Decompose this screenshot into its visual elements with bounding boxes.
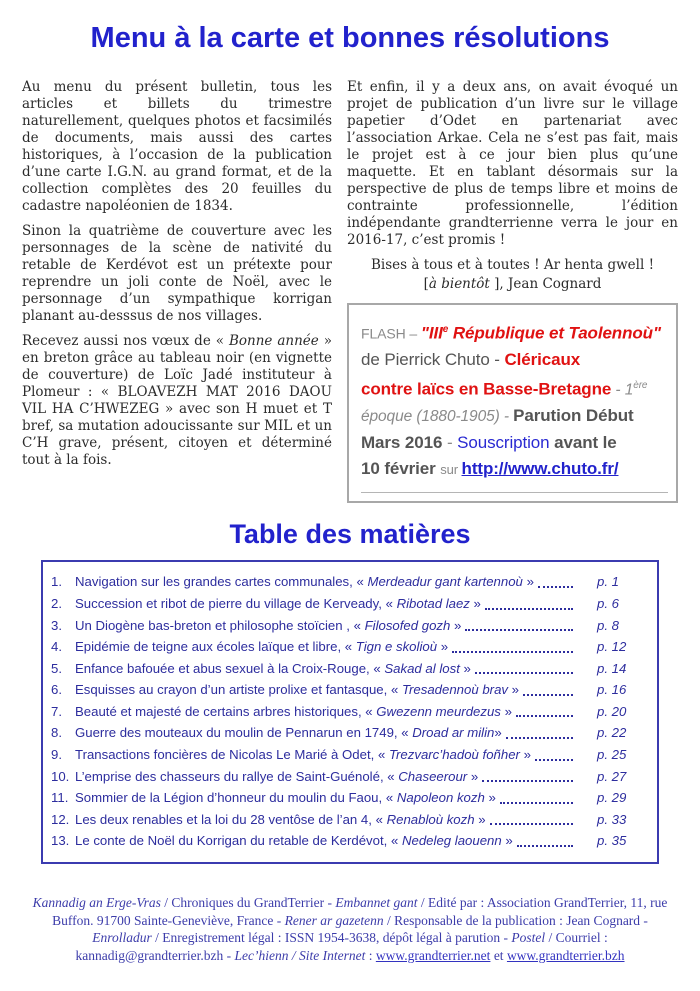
text-segment: » en breton grâce au tableau noir (en vignette de couverture) de Loïc Jadé instituteur à Plomeur : « BLOAVEZH MAT 2016 DAOU VIL HA C’HWEZEG » avec son H muet et T bref, sa mutation adoucissante sur MIL et un C’H grave, présent, citoyen et déterminé tout à la fois.	[22, 333, 332, 468]
toc-item-title-close-quote: »	[522, 574, 534, 590]
toc-item-title	[75, 766, 478, 788]
text-segment: / Responsable de la publication : Jean Cognard -	[383, 912, 648, 928]
text-segment: :	[365, 947, 376, 963]
toc-item-title-close-quote: »	[484, 790, 496, 806]
toc-item-title-breton: Renabloù kozh	[386, 811, 475, 827]
toc-title: Table des matières	[229, 519, 471, 550]
toc-item-title-close-quote: »	[501, 833, 513, 849]
toc-row	[51, 830, 645, 852]
toc-dot-leader	[506, 737, 573, 739]
toc-item-title-french: Navigation sur les grandes cartes communales, «	[75, 574, 368, 590]
toc-item-title	[75, 830, 513, 852]
text-segment: contre laïcs en Basse-Bretagne	[361, 379, 612, 399]
toc-page-number: p. 14	[597, 660, 627, 676]
toc-item-number: 9.	[51, 747, 62, 763]
text-segment: / Enregistrement légal : ISSN 1954-3638, dépôt légal à parution -	[151, 930, 512, 946]
toc-dot-leader	[452, 651, 573, 653]
flash-announcement-box	[347, 303, 678, 503]
toc-item-title-close-quote: »	[459, 660, 471, 676]
toc-item-title-breton: Filosofed gozh	[364, 617, 451, 633]
text-segment: de Pierrick Chuto -	[361, 349, 505, 369]
toc-item-number: 4.	[51, 639, 62, 655]
text-segment: e	[442, 324, 449, 335]
toc-item-title-close-quote: »	[500, 703, 512, 719]
text-segment: Rener ar gazetenn	[284, 912, 384, 928]
grandterrier-bzh-link[interactable]: www.grandterrier.bzh	[506, 947, 625, 963]
toc-dot-leader	[523, 694, 573, 696]
text-segment: République et Taolennoù"	[448, 323, 661, 343]
text-segment: Postel	[511, 930, 546, 946]
text-segment: / Edité par : Association GrandTerrier, 11, rue Buffon. 91700 Sainte-Geneviève, France -	[52, 895, 668, 928]
toc-item-number: 3.	[51, 617, 62, 633]
text-segment: / Chroniques du GrandTerrier -	[160, 895, 336, 911]
toc-item-title-close-quote: »	[494, 725, 502, 741]
grandterrier-net-link[interactable]: www.grandterrier.net	[375, 947, 491, 963]
toc-item-title	[75, 615, 461, 637]
toc-row	[51, 809, 645, 831]
toc-item-title-french: Beauté et majesté de certains arbres historiques, «	[75, 703, 377, 719]
signoff-line-2	[347, 276, 678, 293]
toc-item-number: 6.	[51, 682, 62, 698]
toc-row	[51, 722, 645, 744]
toc-item-title-close-quote: »	[467, 768, 479, 784]
toc-item-title-close-quote: »	[519, 747, 531, 763]
paragraph-menu: Au menu du présent bulletin, tous les articles et billets du trimestre naturellement, quelques photos et facsimilés de documents, mais aussi des cartes historiques, à l’occasion de la publication d’une carte I.G.N. au grand format, et de la collection complètes des 20 feuilles du cadastre napoléonien de 1834.	[22, 79, 332, 214]
toc-row	[51, 744, 645, 766]
toc-page-number: p. 25	[597, 747, 627, 763]
toc-row	[51, 701, 645, 723]
toc-item-title-french: Le conte de Noël du Korrigan du retable de Kerdévot, «	[75, 833, 402, 849]
toc-item-title-french: Esquisses au crayon d’un artiste prolixe et fantasque, «	[75, 682, 402, 698]
toc-dot-leader	[538, 586, 573, 588]
chuto-website-link[interactable]: http://www.chuto.fr/	[461, 459, 619, 479]
toc-item-number: 7.	[51, 703, 62, 719]
toc-page-number: p. 8	[597, 617, 619, 633]
table-of-contents	[41, 560, 659, 864]
intro-right-column	[347, 79, 678, 503]
signoff-line-1: Bises à tous et à toutes ! Ar henta gwell !	[371, 257, 654, 273]
toc-item-title	[75, 571, 534, 593]
toc-row	[51, 593, 645, 615]
toc-item-title-french: Transactions foncières de Nicolas Le Marié à Odet, «	[75, 747, 389, 763]
toc-page-number: p. 6	[597, 595, 619, 611]
toc-item-number: 11.	[51, 790, 69, 806]
toc-row	[51, 766, 645, 788]
toc-item-title-close-quote: »	[508, 682, 520, 698]
toc-page-number: p. 27	[597, 768, 627, 784]
text-segment: et	[490, 947, 507, 963]
text-segment: Kannadig an Erge-Vras	[32, 895, 161, 911]
toc-dot-leader	[485, 608, 573, 610]
toc-item-title-french: L’emprise des chasseurs du rallye de Saint-Guénolé, «	[75, 768, 399, 784]
toc-item-title-french: Sommier de la Légion d’honneur du moulin du Faou, «	[75, 790, 397, 806]
toc-item-number: 12.	[51, 811, 70, 827]
toc-item-title-close-quote: »	[450, 617, 462, 633]
toc-item-title-breton: Trezvarc’hadoù foñher	[388, 747, 520, 763]
text-segment: Lec’hienn / Site Internet	[234, 947, 366, 963]
toc-row	[51, 679, 645, 701]
toc-page-number: p. 22	[597, 725, 627, 741]
toc-item-title-breton: Tresadennoù brav	[401, 682, 509, 698]
text-segment: [	[423, 276, 429, 292]
toc-item-title	[75, 701, 512, 723]
toc-item-title-breton: Droad ar milin	[412, 725, 495, 741]
text-segment: Cléricaux	[504, 349, 581, 369]
toc-page-number: p. 12	[597, 639, 627, 655]
toc-item-title-breton: Sakad al lost	[384, 660, 460, 676]
toc-page-number: p. 35	[597, 833, 627, 849]
toc-item-title-french: Succession et ribot de pierre du village de Kerveady, «	[75, 595, 397, 611]
toc-row	[51, 636, 645, 658]
toc-dot-leader	[500, 802, 573, 804]
text-segment: / Courriel : kannadig@grandterrier.bzh -	[75, 930, 608, 963]
toc-dot-leader	[517, 845, 573, 847]
footer-colophon	[24, 894, 676, 964]
intro-section	[22, 79, 678, 503]
toc-item-title-breton: Nedeleg laouenn	[401, 833, 502, 849]
paragraph-couverture: Sinon la quatrième de couverture avec les personnages de la scène de nativité du retable de Kerdévot est un prétexte pour reprendre un joli conte de Noël, avec le personnage d’un sympathique korrigan planant au-desssus de nos villages.	[22, 223, 332, 324]
text-segment: Souscription	[457, 433, 555, 453]
toc-item-title-breton: Gwezenn meurdezus	[376, 703, 501, 719]
text-segment: époque (1880-1905) -	[361, 408, 514, 426]
toc-item-title	[75, 593, 481, 615]
toc-item-title-french: Enfance bafouée et abus sexuel à la Croix-Rouge, «	[75, 660, 385, 676]
page-title: Menu à la carte et bonnes résolutions	[90, 22, 610, 54]
toc-item-title-breton: Napoleon kozh	[396, 790, 485, 806]
toc-row	[51, 615, 645, 637]
toc-item-title-breton: Ribotad laez	[396, 595, 470, 611]
text-segment: 10 février	[361, 459, 441, 479]
toc-page-number: p. 1	[597, 574, 619, 590]
toc-item-title-french: Epidémie de teigne aux écoles laïque et libre, «	[75, 639, 356, 655]
toc-item-title-french: Les deux renables et la loi du 28 ventôse de l’an 4, «	[75, 811, 387, 827]
toc-item-title-close-quote: »	[474, 811, 486, 827]
toc-item-title	[75, 787, 496, 809]
toc-item-title-french: Guerre des mouteaux du moulin de Pennarun en 1749, «	[75, 725, 413, 741]
toc-dot-leader	[490, 823, 573, 825]
toc-dot-leader	[465, 629, 573, 631]
toc-item-number: 2.	[51, 595, 62, 611]
toc-item-number: 8.	[51, 725, 62, 741]
toc-row	[51, 658, 645, 680]
toc-item-number: 10.	[51, 768, 70, 784]
flash-announcement-text	[361, 317, 668, 483]
toc-item-title-close-quote: »	[437, 639, 449, 655]
text-segment: FLASH –	[361, 325, 421, 342]
text-segment: -	[442, 433, 458, 453]
paragraph-voeux	[22, 333, 332, 469]
toc-item-number: 1.	[51, 574, 62, 590]
toc-row	[51, 571, 645, 593]
toc-item-title-breton: Tign e skolioù	[355, 639, 438, 655]
text-segment: ère	[633, 379, 648, 391]
toc-row	[51, 787, 645, 809]
paragraph-projet-livre: Et enfin, il y a deux ans, on avait évoqué un projet de publication d’un livre sur le village papetier d’Odet en partenariat avec l’association Arkae. Cela ne s’est pas fait, mais le projet est à ce jour bien plus qu’une maquette. Et en tablant désormais sur la perspective de plus de temps libre et moins de contrainte professionnelle, l’édition indépendante grandterrienne verra le jour en 2016-17, c’est promis !	[347, 79, 678, 248]
toc-page-number: p. 29	[597, 790, 627, 806]
toc-item-title	[75, 679, 519, 701]
toc-item-number: 13.	[51, 833, 70, 849]
toc-item-title	[75, 636, 448, 658]
toc-item-title	[75, 658, 471, 680]
text-segment: Enrolladur	[92, 930, 152, 946]
toc-page-number: p. 16	[597, 682, 627, 698]
text-segment: -	[611, 381, 625, 399]
text-segment: Mars 2016	[361, 433, 443, 453]
text-segment: à bientôt	[428, 276, 495, 292]
text-segment: avant le	[554, 433, 617, 453]
text-segment: Parution Début	[513, 406, 634, 426]
toc-item-number: 5.	[51, 660, 62, 676]
toc-item-title	[75, 722, 502, 744]
toc-item-title	[75, 744, 531, 766]
toc-item-title	[75, 809, 486, 831]
toc-item-title-french: Un Diogène bas-breton et philosophe stoïcien , «	[75, 617, 365, 633]
text-segment: Recevez aussi nos vœux de «	[22, 333, 229, 349]
text-segment: 1	[624, 381, 634, 399]
toc-item-title-breton: Merdeadur gant kartennoù	[367, 574, 523, 590]
toc-dot-leader	[516, 715, 573, 717]
text-segment: Embannet gant	[335, 895, 418, 911]
text-segment: sur	[440, 462, 462, 478]
toc-page-number: p. 33	[597, 811, 627, 827]
toc-item-title-breton: Chaseerour	[398, 768, 468, 784]
text-segment: ], Jean Cognard	[494, 276, 602, 292]
toc-dot-leader	[535, 759, 573, 761]
toc-dot-leader	[475, 672, 573, 674]
toc-page-number: p. 20	[597, 703, 627, 719]
toc-item-title-close-quote: »	[469, 595, 481, 611]
intro-left-column	[22, 79, 332, 503]
toc-dot-leader	[482, 780, 573, 782]
text-segment: "III	[420, 323, 443, 343]
flash-divider-rule	[361, 492, 668, 493]
text-segment: Bonne année	[228, 333, 319, 349]
